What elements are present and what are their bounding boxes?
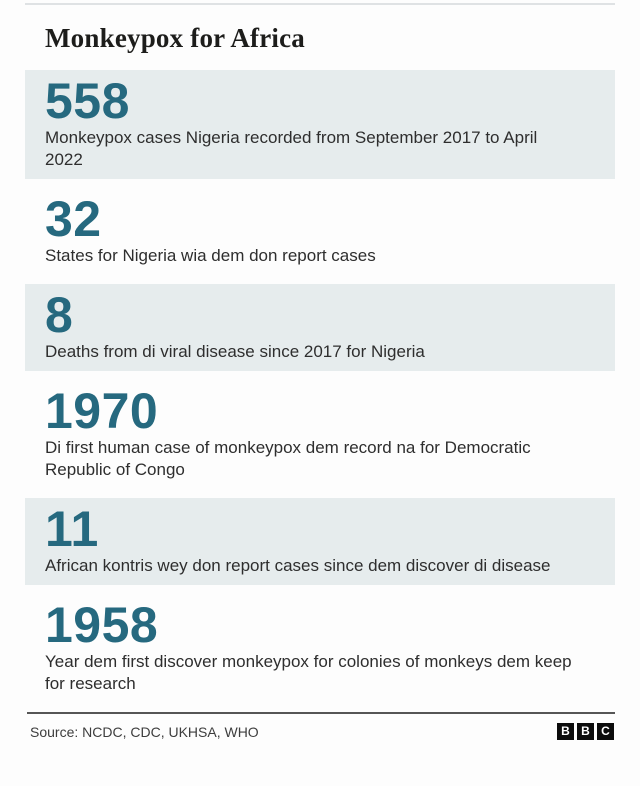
stats-list <box>25 70 615 703</box>
stat-value: 11 <box>45 501 99 557</box>
source-text: Source: NCDC, CDC, UKHSA, WHO <box>30 723 259 740</box>
stat-value: 32 <box>45 191 102 247</box>
stat-description: African kontris wey don report cases since dem discover di disease <box>45 556 551 575</box>
stat-block-cases <box>25 70 615 179</box>
footer <box>30 723 614 740</box>
stat-value: 558 <box>45 73 130 129</box>
bbc-logo-letter-c: C <box>597 723 614 740</box>
stat-description: Year dem first discover monkeypox for colonies of monkeys dem keep for research <box>45 652 572 693</box>
stat-block-deaths <box>25 284 615 371</box>
stat-value: 1970 <box>45 383 159 439</box>
stat-description: Monkeypox cases Nigeria recorded from September 2017 to April 2022 <box>45 128 538 169</box>
stat-description: States for Nigeria wia dem don report cases <box>45 246 376 265</box>
bbc-logo-letter-b2: B <box>577 723 594 740</box>
stat-description: Deaths from di viral disease since 2017 for Nigeria <box>45 342 425 361</box>
stat-block-discovery-year <box>25 594 615 703</box>
footer-divider <box>27 712 615 714</box>
stat-block-african-countries <box>25 498 615 585</box>
stat-block-first-human-case <box>25 380 615 489</box>
page-title: Monkeypox for Africa <box>45 23 305 53</box>
top-divider <box>25 3 615 5</box>
stat-value: 1958 <box>45 597 159 653</box>
stat-value: 8 <box>45 287 74 343</box>
bbc-logo <box>557 723 614 740</box>
stat-description: Di first human case of monkeypox dem record na for Democratic Republic of Congo <box>45 438 531 479</box>
bbc-logo-letter-b1: B <box>557 723 574 740</box>
stat-block-states <box>25 188 615 275</box>
